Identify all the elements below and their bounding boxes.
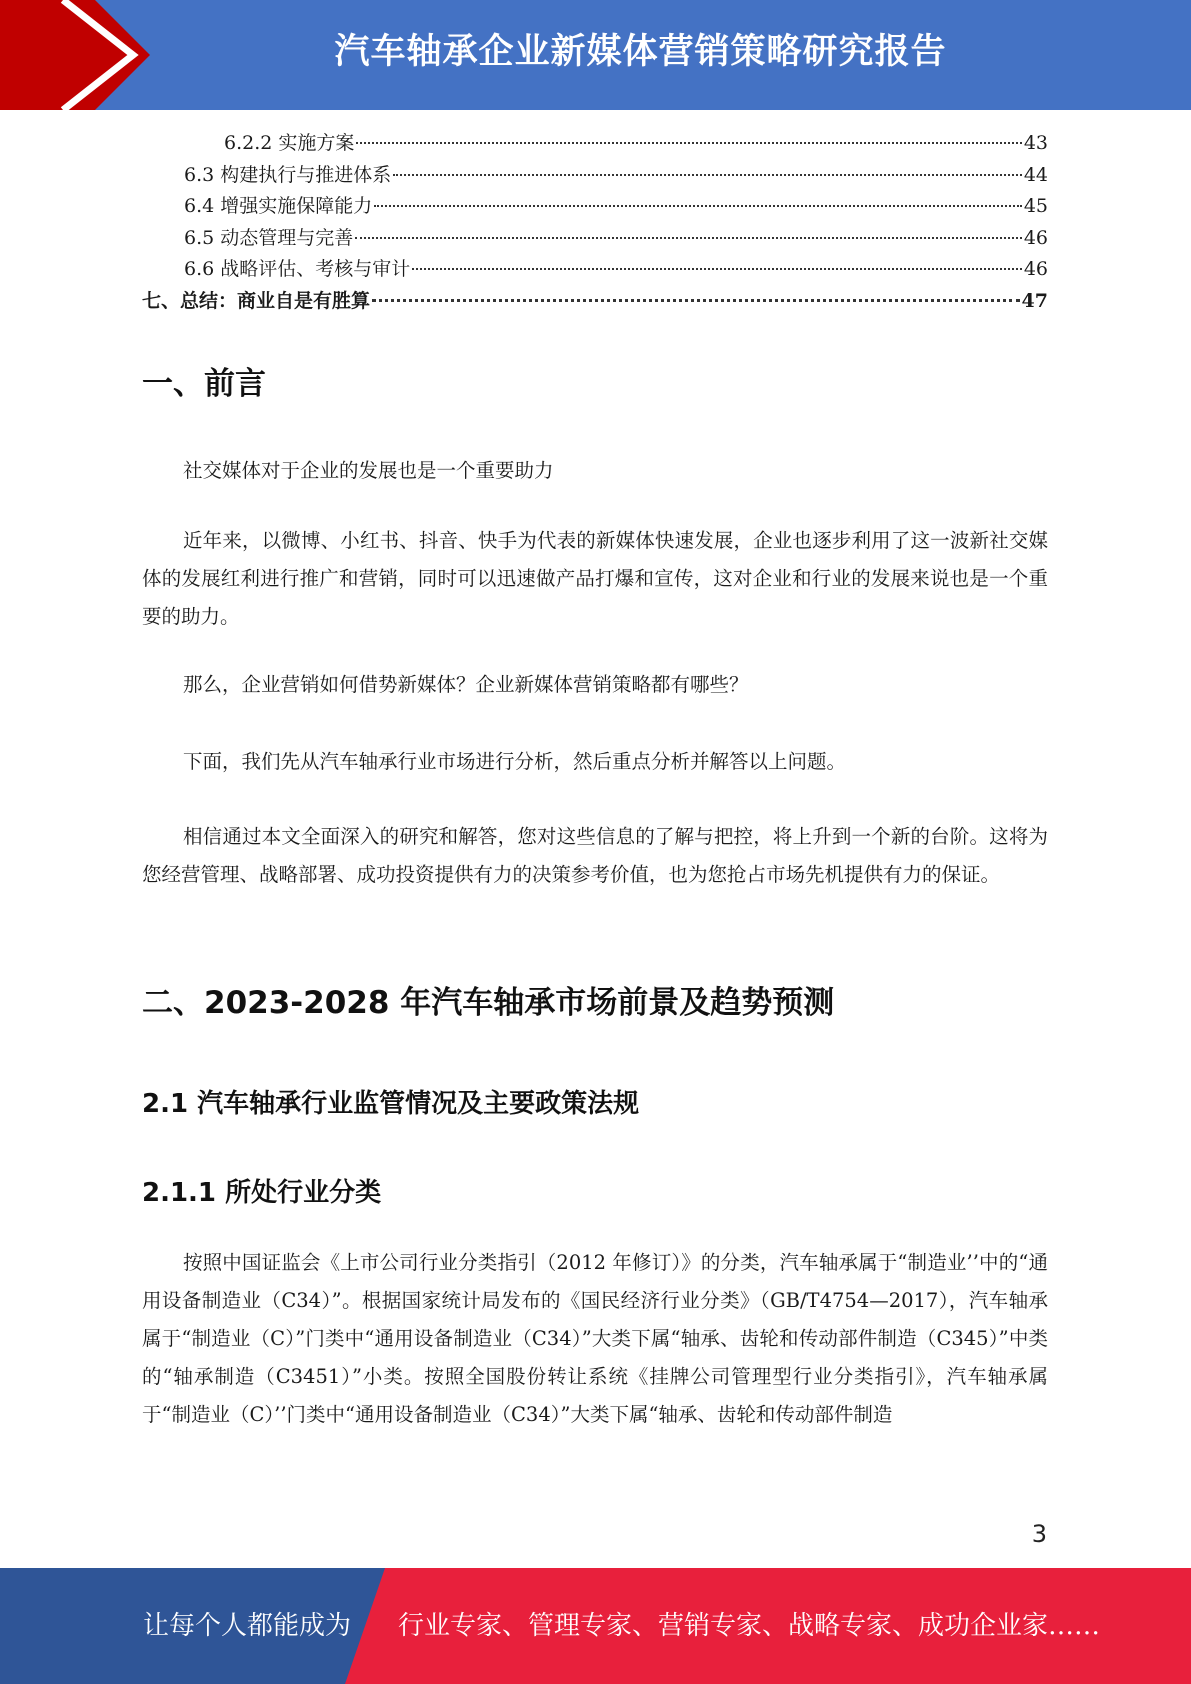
section-heading: 一、前言 <box>142 366 266 402</box>
toc-entry[interactable] <box>142 160 1048 192</box>
table-of-contents <box>142 128 1048 317</box>
toc-entry-label: 6.3 构建执行与推进体系 <box>184 163 392 186</box>
footer-slogan-right: 行业专家、管理专家、营销专家、战略专家、成功企业家…… <box>398 1611 1101 1641</box>
toc-entry-label: 七、总结：商业自是有胜算 <box>142 289 371 312</box>
section-heading: 二、2023-2028 年汽车轴承市场前景及趋势预测 <box>142 985 835 1021</box>
page-footer <box>0 1568 1191 1684</box>
toc-entry-label: 6.6 战略评估、考核与审计 <box>184 258 411 280</box>
page-number: 3 <box>1031 1520 1047 1548</box>
toc-leader-dots <box>355 237 1022 239</box>
toc-entry-page: 47 <box>1021 289 1048 312</box>
report-title: 汽车轴承企业新媒体营销策略研究报告 <box>334 32 947 72</box>
toc-entry-page: 46 <box>1023 226 1048 249</box>
toc-leader-dots <box>374 205 1022 207</box>
body-paragraph: 相信通过本文全面深入的研究和解答，您对这些信息的了解与把控，将上升到一个新的台阶。这将为您经营管理、战略部署、成功投资提供有力的决策参考价值，也为您抢占市场先机提供有力的保证。 <box>142 825 1048 886</box>
toc-entry-page: 45 <box>1023 195 1048 217</box>
toc-leader-dots <box>412 268 1022 270</box>
toc-entry[interactable] <box>142 128 1048 160</box>
subsubsection-heading: 2.1.1 所处行业分类 <box>142 1178 382 1208</box>
body-paragraph: 下面，我们先从汽车轴承行业市场进行分析，然后重点分析并解答以上问题。 <box>183 750 847 773</box>
body-paragraph: 那么，企业营销如何借势新媒体？企业新媒体营销策略都有哪些？ <box>183 673 749 696</box>
page-header <box>0 0 1191 110</box>
body-paragraph: 近年来，以微博、小红书、抖音、快手为代表的新媒体快速发展，企业也逐步利用了这一波新社交媒体的发展红利进行推广和营销，同时可以迅速做产品打爆和宣传，这对企业和行业的发展来说也是一个重要的助力。 <box>142 529 1048 628</box>
header-arrow-logo <box>0 0 150 110</box>
toc-entry[interactable] <box>142 191 1048 223</box>
toc-entry-label: 6.2.2 实施方案 <box>224 132 355 154</box>
body-paragraph: 按照中国证监会《上市公司行业分类指引（2012 年修订）》的分类，汽车轴承属于“制造业’’中的“通用设备制造业（C34）”。根据国家统计局发布的《国民经济行业分类》（GB/T4754—2017），汽车轴承属于“制造业（C）”门类中“通用设备制造业（C34）”大类下属“轴承、齿轮和传动部件制造（C345）”中类的“轴承制造（C3451）”小类。按照全国股份转让系统《挂牌公司管理型行业分类指引》，汽车轴承属于“制造业（C）’’门类中“通用设备制造业（C34）”大类下属“轴承、齿轮和传动部件制造 <box>142 1251 1048 1426</box>
toc-entry-label: 6.5 动态管理与完善 <box>184 226 354 249</box>
toc-leader-dots <box>372 299 1020 302</box>
toc-leader-dots <box>356 142 1021 144</box>
toc-entry[interactable] <box>142 286 1048 318</box>
toc-entry-label: 6.4 增强实施保障能力 <box>184 195 373 217</box>
body-paragraph: 社交媒体对于企业的发展也是一个重要助力 <box>183 459 554 482</box>
toc-entry-page: 46 <box>1023 258 1048 280</box>
toc-entry[interactable] <box>142 223 1048 255</box>
toc-entry[interactable] <box>142 254 1048 286</box>
footer-slogan-left: 让每个人都能成为 <box>143 1611 352 1641</box>
subsection-heading: 2.1 汽车轴承行业监管情况及主要政策法规 <box>142 1089 640 1119</box>
toc-entry-page: 44 <box>1023 163 1048 186</box>
toc-entry-page: 43 <box>1023 132 1048 154</box>
toc-leader-dots <box>393 174 1022 176</box>
